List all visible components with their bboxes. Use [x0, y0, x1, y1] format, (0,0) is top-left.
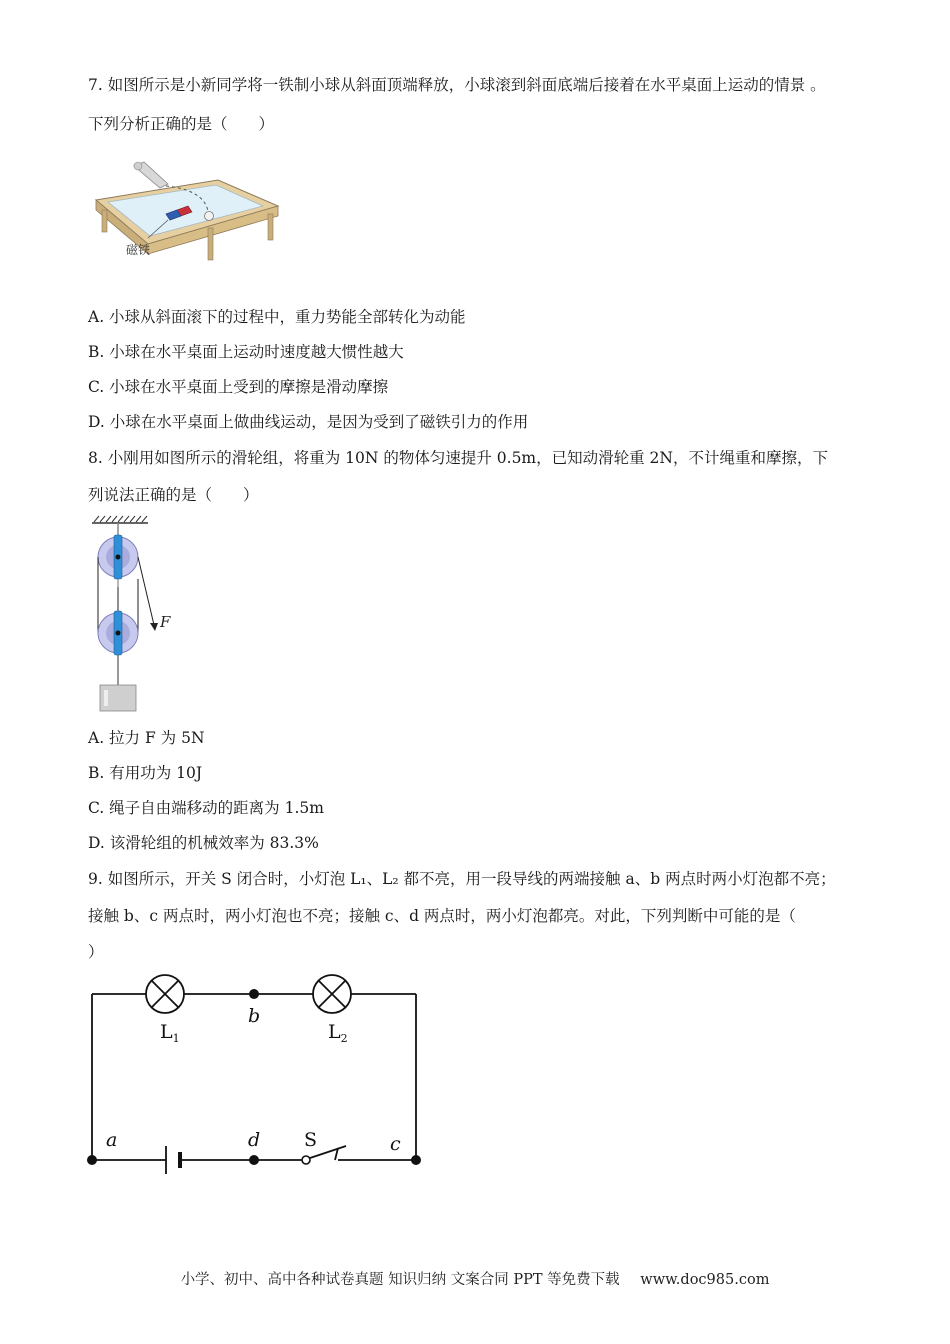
point-c-dot: [411, 1155, 421, 1165]
switch-label: S: [304, 1129, 318, 1151]
q8-stem-line2: 列说法正确的是（ ）: [88, 486, 259, 504]
lamp-l1-symbol: [146, 975, 184, 1013]
point-b-dot: [249, 989, 259, 999]
q9-stem-line1: 9. 如图所示，开关 S 闭合时，小灯泡 L₁、L₂ 都不亮，用一段导线的两端接触 a、b 两点时两小灯泡都不亮；: [88, 870, 836, 888]
q9-stem-line2: 接触 b、c 两点时，两小灯泡也不亮；接触 c、d 两点时，两小灯泡都亮。对此，下列判断中可能的是（: [88, 907, 796, 925]
q7-figure-incline-table: [88, 158, 283, 270]
q7-stem-line2: 下列分析正确的是（ ）: [88, 115, 275, 133]
point-d-dot: [249, 1155, 259, 1165]
q7-stem-line1: 7. 如图所示是小新同学将一铁制小球从斜面顶端释放，小球滚到斜面底端后接着在水平桌面上运动的情景 。: [88, 76, 826, 94]
point-a-dot: [87, 1155, 97, 1165]
q7-option-a: A. 小球从斜面滚下的过程中，重力势能全部转化为动能: [88, 308, 466, 326]
point-c-label: c: [390, 1133, 401, 1155]
q8-option-d: D. 该滑轮组的机械效率为 83.3%: [88, 834, 319, 852]
point-d-label: d: [248, 1129, 261, 1151]
q9-stem-line3: ）: [88, 943, 104, 961]
point-b-label: b: [248, 1005, 261, 1027]
q8-option-a: A. 拉力 F 为 5N: [88, 729, 205, 747]
q8-option-c: C. 绳子自由端移动的距离为 1.5m: [88, 799, 324, 817]
lamp-l2-label: $L_2$: [328, 1021, 348, 1045]
footer-url[interactable]: www.doc985.com: [640, 1272, 770, 1288]
q7-magnet-label: 磁铁: [126, 243, 151, 257]
page-footer: [0, 1268, 950, 1289]
lamp-l2-symbol: [313, 975, 351, 1013]
q7-option-c: C. 小球在水平桌面上受到的摩擦是滑动摩擦: [88, 378, 389, 396]
q9-circuit-diagram: [84, 970, 429, 1180]
q8-stem-line1: 8. 小刚用如图所示的滑轮组，将重为 10N 的物体匀速提升 0.5m，已知动滑轮重 2N，不计绳重和摩擦，下: [88, 449, 828, 467]
lamp-l1-label: $L_1$: [160, 1021, 180, 1045]
point-a-label: a: [106, 1129, 118, 1151]
q7-option-b: B. 小球在水平桌面上运动时速度越大惯性越大: [88, 343, 404, 361]
q8-force-label: F: [160, 613, 171, 631]
battery-symbol: [166, 1146, 180, 1174]
q8-option-b: B. 有用功为 10J: [88, 764, 203, 782]
q7-option-d: D. 小球在水平桌面上做曲线运动，是因为受到了磁铁引力的作用: [88, 413, 529, 431]
footer-text: 小学、初中、高中各种试卷真题 知识归纳 文案合同 PPT 等免费下载: [180, 1272, 620, 1288]
q8-figure-pulley-system: [88, 515, 188, 715]
